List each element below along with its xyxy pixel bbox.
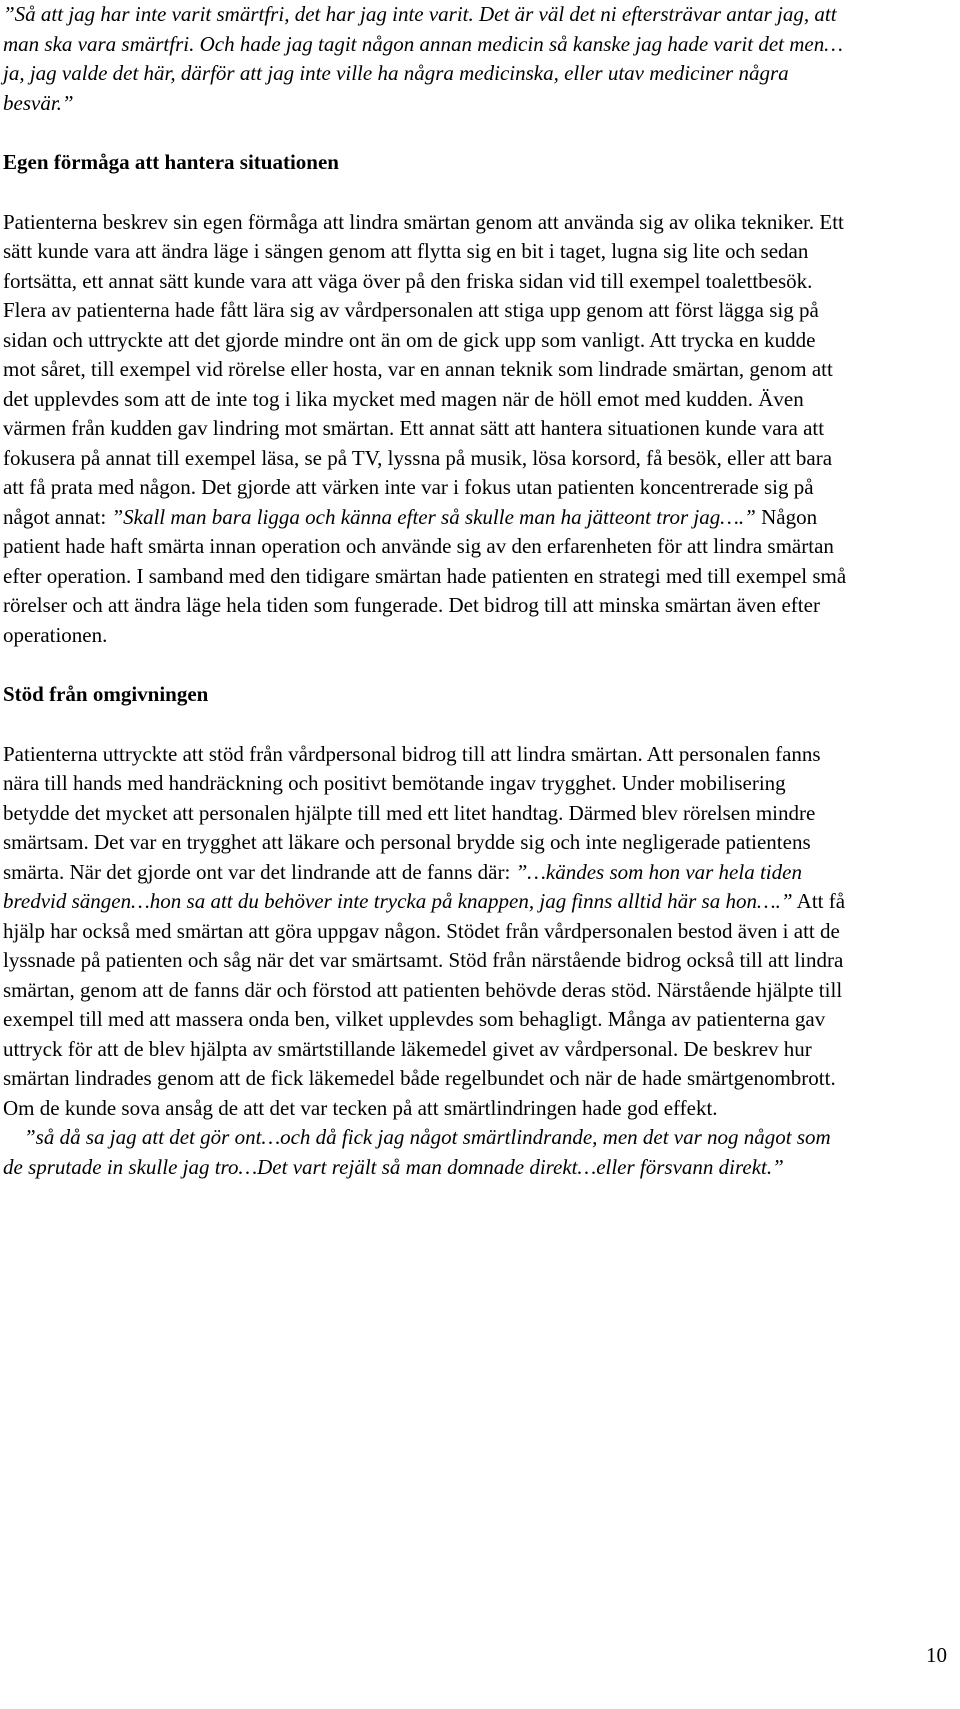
closing-quote	[3, 1123, 848, 1182]
page-number: 10	[926, 1643, 947, 1667]
closing-quote-text: ”så då sa jag att det gör ont…och då fick jag något smärtlindrande, men det var nog något som de sprutade in skulle jag tro…Det vart rejält så man domnade direkt…eller försvann direkt.”	[3, 1125, 831, 1179]
paragraph-own-ability	[3, 208, 848, 651]
section-heading-own-ability: Egen förmåga att hantera situationen	[3, 150, 339, 174]
document-body	[3, 0, 848, 1182]
spacer	[3, 118, 848, 148]
paragraph-support	[3, 740, 848, 1124]
spacer	[3, 710, 848, 740]
paragraph-text: Någon patient hade haft smärta innan operation och använde sig av den erfarenheten för att lindra smärtan efter operation. I samband med den tidigare smärtan hade patienten en strategi med till exempel små rörelser och att ändra läge hela tiden som fungerade. Det bidrog till att minska smärtan även efter operationen.	[3, 504, 847, 647]
paragraph-text: Att få hjälp har också med smärtan att göra uppgav någon. Stödet från vårdpersonalen bestod även i att de lyssnade på patienten och såg när det var smärtsamt. Stöd från närstående bidrog också till att lindra smärtan, genom att de fanns där och förstod att patienten behövde deras stöd. Närstående hjälpte till exempel till med att massera onda ben, vilket upplevdes som behagligt. Många av patienterna gav uttryck för att de blev hjälpta av smärtstillande läkemedel givet av vårdpersonal. De beskrev hur smärtan lindrades genom att de fick läkemedel både regelbundet och när de hade smärtgenombrott. Om de kunde sova ansåg de att det var tecken på att smärtlindringen hade god effekt.	[3, 889, 846, 1120]
intro-quote-text: ”Så att jag har inte varit smärtfri, det har jag inte varit. Det är väl det ni eftersträvar antar jag, att man ska vara smärtfri. Och hade jag tagit någon annan medicin så kanske jag hade varit det men… ja, jag valde det här, därför att jag inte ville ha några medicinska, eller utav mediciner några besvär.”	[3, 2, 843, 115]
paragraph-text: Patienterna uttryckte att stöd från vårdpersonal bidrog till att lindra smärtan. Att personalen fanns nära till hands med handräckning och positivt bemötande ingav trygghet. Under mobilisering betydde det mycket att personalen hjälpte till med ett litet handtag. Därmed blev rörelsen mindre smärtsam. Det var en trygghet att läkare och personal brydde sig och inte negligerade patientens smärta. När det gjorde ont var det lindrande att de fanns där:	[3, 741, 821, 884]
section-heading-support: Stöd från omgivningen	[3, 682, 209, 706]
spacer	[3, 650, 848, 680]
spacer	[3, 178, 848, 208]
paragraph-text: Patienterna beskrev sin egen förmåga att lindra smärtan genom att använda sig av olika tekniker. Ett sätt kunde vara att ändra läge i sängen genom att flytta sig en bit i taget, lugna sig lite och sedan fortsätta, ett annat sätt kunde vara att väga över på den friska sidan vid till exempel toalettbesök. Flera av patienterna hade fått lära sig av vårdpersonalen att stiga upp genom att först lägga sig på sidan och uttryckte att det gjorde mindre ont än om de gick upp som vanligt. Att trycka en kudde mot såret, till exempel vid rörelse eller hosta, var en annan teknik som lindrade smärtan, genom att det upplevdes som att de inte tog i lika mycket med magen när de höll emot med kudden. Även värmen från kudden gav lindring mot smärtan. Ett annat sätt att hantera situationen kunde vara att fokusera på annat till exempel läsa, se på TV, lyssna på musik, lösa korsord, få besök, eller att bara att få prata med någon. Det gjorde att värken inte var i fokus utan patienten koncentrerade sig på något annat:	[3, 209, 844, 529]
intro-quote	[3, 0, 848, 118]
inline-quote: ”Skall man bara ligga och känna efter så skulle man ha jätteont tror jag….”	[111, 504, 756, 529]
inline-quote: ”…kändes som hon var hela tiden bredvid sängen…hon sa att du behöver inte trycka på knappen, jag finns alltid här sa hon….”	[3, 859, 802, 913]
